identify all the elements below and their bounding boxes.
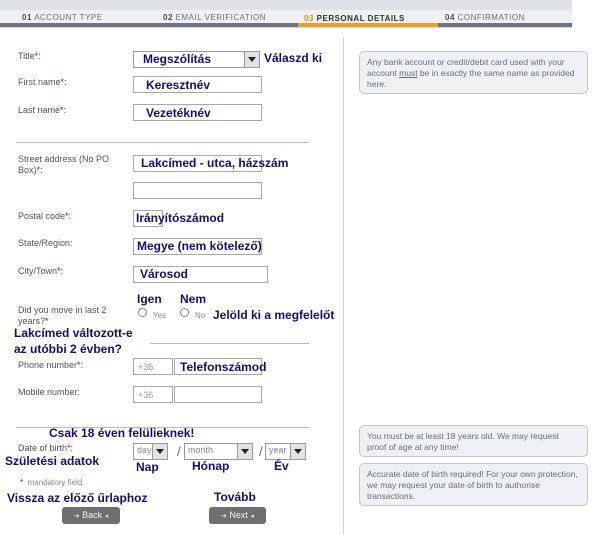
chevron-down-icon — [152, 444, 167, 459]
step-indicator — [150, 23, 298, 27]
overlay-city: Városod — [140, 267, 189, 281]
mobile-prefix: +36 — [138, 390, 154, 400]
back-button[interactable] — [62, 507, 120, 524]
step-number: 02 — [163, 13, 173, 22]
step-label: ACCOUNT TYPE — [34, 13, 103, 22]
step-account-type — [22, 13, 103, 22]
step-indicator — [0, 23, 150, 27]
last-name-label: Last name*: — [18, 105, 67, 115]
overlay-first-name: Keresztnév — [146, 78, 211, 92]
moved-no-label: No — [195, 311, 206, 320]
moved-yes-radio[interactable] — [138, 308, 147, 317]
dob-label: Date of birth*: — [18, 443, 74, 453]
step-confirmation — [445, 13, 525, 22]
dob-year-select[interactable] — [265, 443, 306, 460]
phone-prefix: +36 — [138, 362, 154, 372]
overlay-street: Lakcímed - utca, házszám — [141, 156, 289, 170]
overlay-last-name: Vezetéknév — [146, 106, 211, 120]
dob-year-value: year — [269, 445, 287, 455]
next-button[interactable] — [209, 507, 266, 524]
overlay-moved-2: az utóbbi 2 évben? — [14, 342, 123, 356]
arrow-right-icon: ➜ — [221, 513, 227, 520]
mobile-number-label: Mobile number: — [18, 387, 81, 397]
overlay-adults-only: Csak 18 éven felülieknek! — [49, 426, 195, 440]
mandatory-note: * mandatory field — [20, 478, 83, 487]
overlay-select-one: Jelöld ki a megfelelőt — [213, 308, 335, 322]
state-region-label: State/Region: — [18, 238, 73, 248]
moved-question-label: Did you move in last 2 years?* — [18, 305, 107, 326]
step-label: EMAIL VERIFICATION — [175, 13, 266, 22]
overlay-back: Vissza az előző űrlaphoz — [7, 491, 148, 505]
overlay-day: Nap — [136, 460, 159, 474]
overlay-birth-data: Születési adatok — [5, 454, 100, 468]
postal-code-label: Postal code*: — [18, 211, 72, 221]
first-name-label: First name*: — [18, 77, 67, 87]
street-address-line2-field[interactable] — [133, 182, 262, 199]
chevron-down-icon — [244, 52, 259, 67]
date-separator: / — [259, 444, 263, 459]
overlay-postal: Irányítószámod — [136, 211, 225, 225]
arrow-left-icon: ◂ — [250, 513, 254, 520]
section-divider — [150, 343, 309, 344]
step-indicator — [438, 23, 572, 27]
step-email-verification — [163, 13, 266, 22]
back-button-label: Back — [82, 510, 103, 520]
phone-number-label: Phone number*: — [18, 360, 84, 370]
step-indicator-active — [298, 23, 438, 27]
column-divider — [343, 37, 344, 535]
overlay-title-hint: Válaszd ki — [264, 51, 323, 65]
step-label: CONFIRMATION — [457, 13, 525, 22]
overlay-next: Tovább — [214, 490, 256, 504]
date-separator: / — [177, 444, 181, 459]
steps-bar-band — [0, 0, 572, 10]
overlay-title-select: Megszólítás — [143, 52, 212, 66]
overlay-month: Hónap — [192, 459, 230, 473]
overlay-yes: Igen — [137, 292, 162, 306]
dob-month-value: month — [188, 445, 214, 455]
age-info-box: You must be at least 18 years old. We may request proof of age at any time! — [359, 425, 588, 457]
section-divider — [16, 142, 309, 143]
chevron-down-icon — [237, 444, 252, 459]
arrow-left-icon: ◂ — [104, 513, 109, 520]
progress-steps-bar — [0, 0, 572, 28]
city-town-label: City/Town*: — [18, 266, 64, 276]
title-label: Title*: — [18, 51, 41, 61]
step-label: PERSONAL DETAILS — [316, 14, 405, 23]
overlay-no: Nem — [180, 292, 207, 306]
street-address-label: Street address (No PO Box)*: — [18, 154, 110, 175]
mobile-number-field[interactable] — [174, 386, 262, 403]
chevron-down-icon — [290, 444, 305, 459]
dob-day-select[interactable] — [133, 443, 168, 460]
next-button-label: Next — [229, 510, 248, 520]
overlay-state: Megye (nem kötelező) — [137, 239, 262, 253]
step-number: 03 — [304, 14, 314, 23]
overlay-year: Év — [274, 459, 289, 473]
dob-day-value: day — [137, 445, 152, 455]
step-number: 01 — [22, 13, 32, 22]
dob-month-select[interactable] — [184, 443, 253, 460]
moved-yes-label: Yes — [153, 311, 167, 320]
overlay-phone: Telefonszámod — [180, 360, 267, 374]
bank-account-info-box: Any bank account or credit/debit card used with your account must be in exactly the same name as provided here. — [359, 51, 588, 94]
moved-no-radio[interactable] — [180, 308, 189, 317]
step-number: 04 — [445, 13, 455, 22]
arrow-right-icon: ➜ — [73, 513, 80, 520]
overlay-moved-1: Lakcímed változott-e — [14, 326, 133, 340]
dob-info-box: Accurate date of birth required! For your own protection, we may request your date of birth to authorise transactions. — [359, 463, 588, 506]
